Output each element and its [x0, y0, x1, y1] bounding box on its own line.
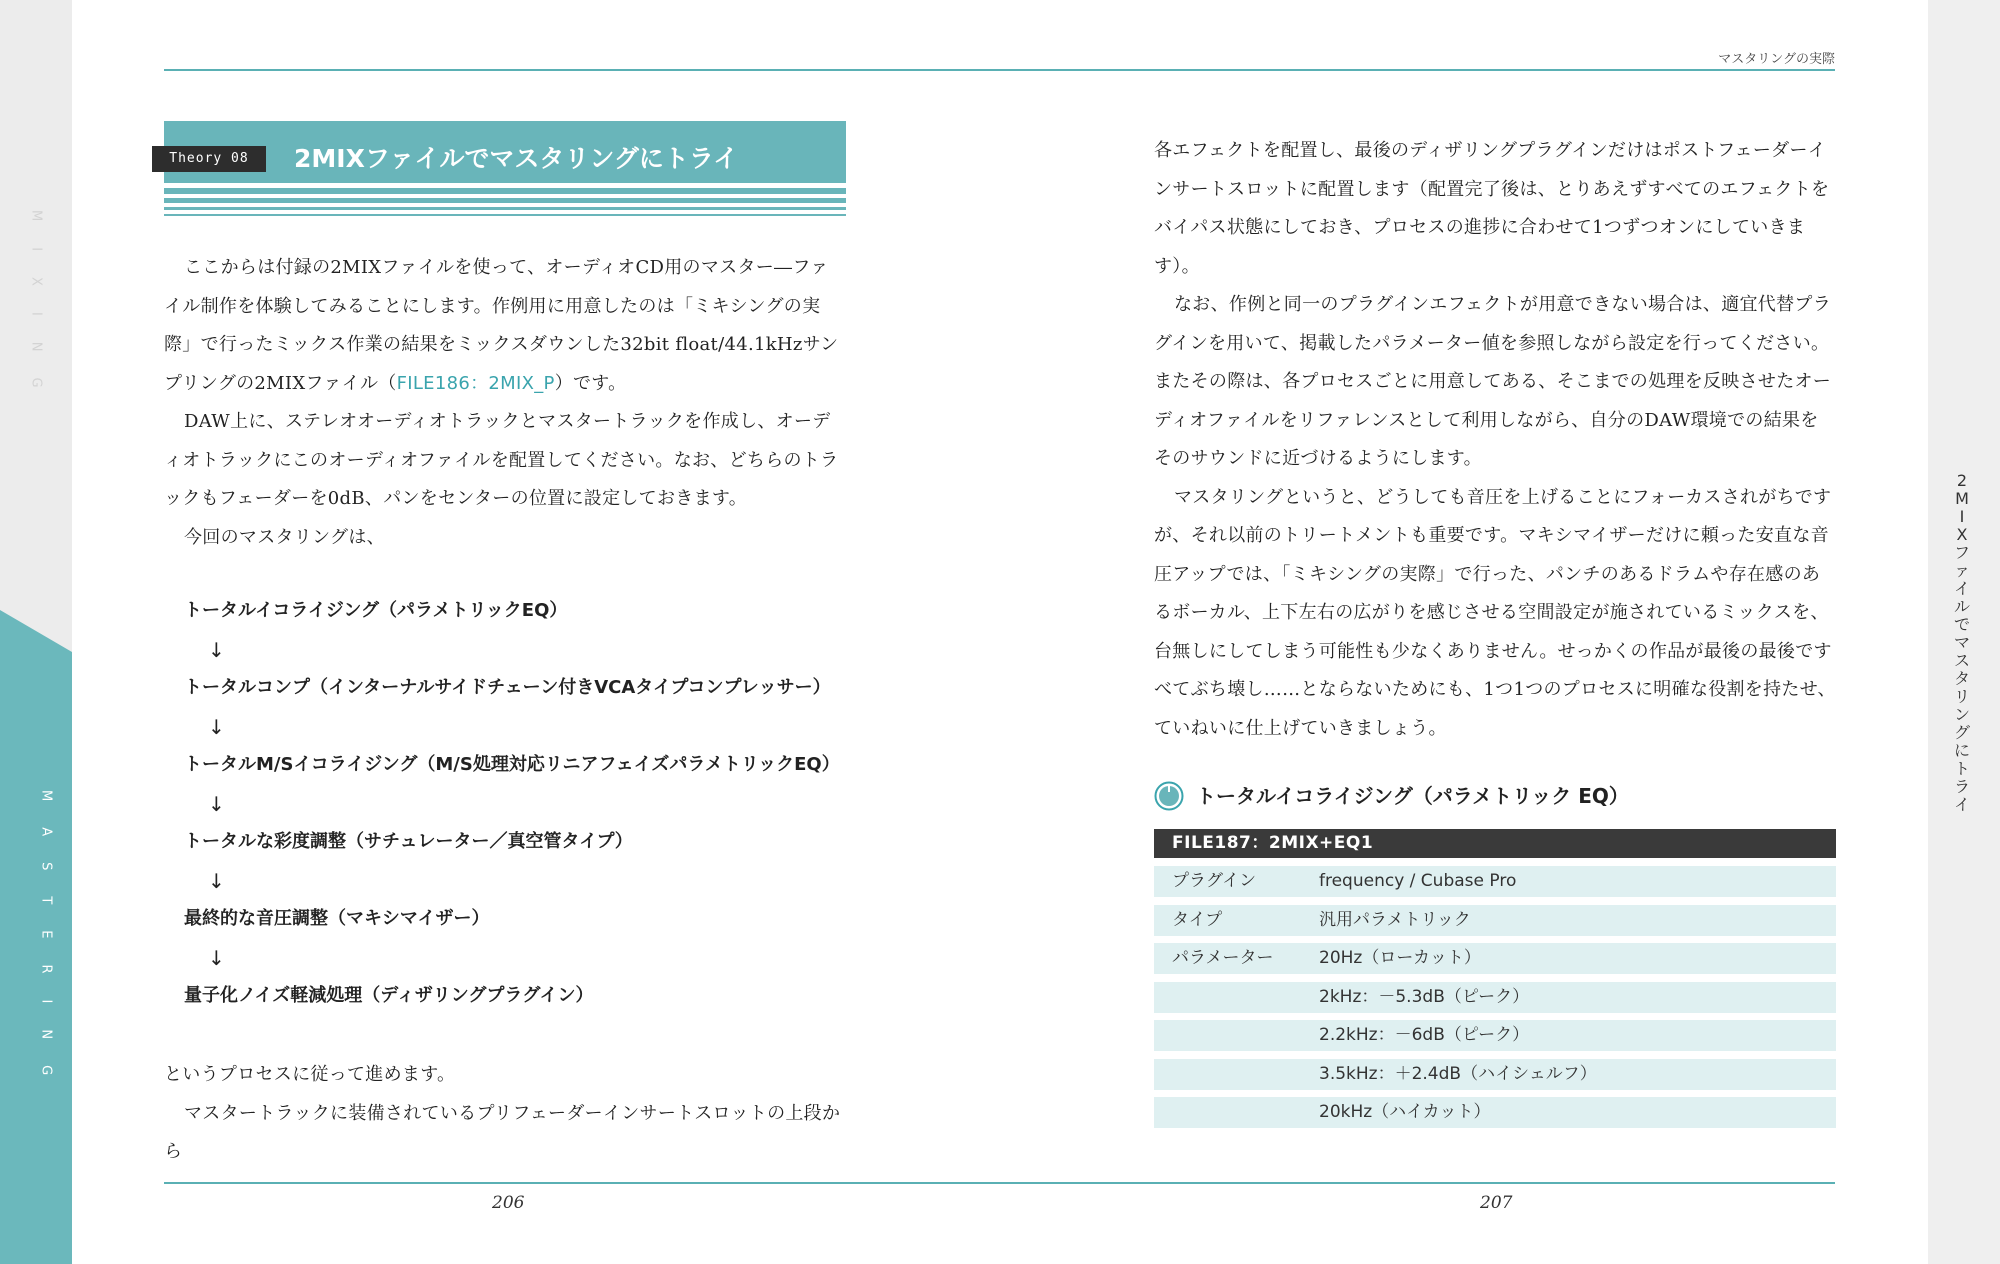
- process-step: トータルM/Sイコライジング（M/S処理対応リニアフェイズパラメトリックEQ）: [184, 754, 840, 775]
- paragraph: なお、作例と同一のプラグインエフェクトが用意できない場合は、適宜代替プラグインを用いて、掲載したパラメーター値を参照しながら設定を行ってください。またその際は、各プロセスごとに用意してある、そこまでの処理を反映させたオーディオファイルをリファレンスとして利用しながら、自分のDAW環境での結果をそのサウンドに近づけるようにします。: [1154, 294, 1832, 469]
- paragraph: マスタートラックに装備されているプリフェーダーインサートスロットの上段から: [164, 1102, 841, 1162]
- down-arrow-icon: ↓: [208, 945, 225, 970]
- param-name: プラグイン: [1172, 871, 1257, 891]
- paragraph: ここからは付録の2MIXファイルを使って、オーディオCD用のマスター―ファイル制作を体験してみることにします。作例用に用意したのは「ミキシングの実際」で行ったミックス作業の結果をミックスダウンした32bit float/44.1kHzサンプリングの2MIXファイル（FILE186：2MIX_P）です。: [164, 257, 839, 394]
- page-number-left: 206: [492, 1193, 525, 1213]
- table-row: [1154, 982, 1836, 1013]
- table-header: FILE187：2MIX+EQ1: [1154, 829, 1836, 858]
- table-row: [1154, 1059, 1836, 1090]
- running-head: マスタリングの実際: [1718, 52, 1835, 67]
- down-arrow-icon: ↓: [208, 791, 225, 816]
- theory-tag: Theory 08: [152, 146, 266, 172]
- banner-stripe: [164, 207, 846, 210]
- side-label-mastering: MASTERING: [38, 790, 54, 1102]
- knob-icon: [1154, 781, 1184, 811]
- param-value: 2.2kHz：－6dB（ピーク）: [1319, 1025, 1530, 1045]
- subsection-title: トータルイコライジング（パラメトリック EQ）: [1196, 784, 1629, 808]
- right-body-text: [1154, 132, 1836, 748]
- process-list: [184, 592, 864, 1016]
- paragraph: というプロセスに従って進めます。: [164, 1064, 456, 1085]
- banner-stripe: [164, 198, 846, 203]
- down-arrow-icon: ↓: [208, 637, 225, 662]
- side-label-chapter-title: 2 M I X フ ァ イ ル で マ ス タ リ ン グ に ト ラ イ: [1953, 471, 1970, 814]
- paragraph: 各エフェクトを配置し、最後のディザリングプラグインだけはポストフェーダーインサートスロットに配置します（配置完了後は、とりあえずすべてのエフェクトをバイパス状態にしておき、プロセスの進捗に合わせて1つずつオンにしていきます）。: [1154, 140, 1830, 277]
- table-row: [1154, 1097, 1836, 1128]
- down-arrow-icon: ↓: [208, 868, 225, 893]
- param-value: 2kHz：－5.3dB（ピーク）: [1319, 986, 1530, 1007]
- paragraph: マスタリングというと、どうしても音圧を上げることにフォーカスされがちですが、それ以前のトリートメントも重要です。マキシマイザーだけに頼った安直な音圧アップでは、「ミキシングの実際」で行った、パンチのあるドラムや存在感のあるボーカル、上下左右の広がりを感じさせる空間設定が施されているミックスを、台無しにしてしまう可能性も少なくありません。せっかくの作品が最後の最後ですべてぶち壊し……とならないためにも、1つ1つのプロセスに明確な役割を持たせ、ていねいに仕上げていきましょう。: [1154, 486, 1836, 739]
- banner-stripe: [164, 188, 846, 194]
- paragraph: 今回のマスタリングは、: [184, 526, 385, 548]
- parameter-table: [1154, 829, 1836, 1136]
- side-label-mixing: MIXING: [28, 210, 44, 414]
- process-step: トータルイコライジング（パラメトリックEQ）: [184, 600, 568, 621]
- page-number-right: 207: [1480, 1193, 1513, 1213]
- paragraph: DAW上に、ステレオオーディオトラックとマスタートラックを作成し、オーディオトラックにこのオーディオファイルを配置してください。なお、どちらのトラックもフェーダーを0dB、パンをセンターの位置に設定しておきます。: [164, 411, 839, 509]
- left-teal-band: [0, 610, 72, 1264]
- param-value: 3.5kHz：＋2.4dB（ハイシェルフ）: [1319, 1063, 1597, 1084]
- section-title: 2MIXファイルでマスタリングにトライ: [294, 144, 739, 173]
- down-arrow-icon: ↓: [208, 714, 225, 739]
- banner-stripe: [164, 214, 846, 216]
- table-row: [1154, 905, 1836, 936]
- param-name: タイプ: [1172, 909, 1223, 930]
- footer-rule: [164, 1182, 1835, 1184]
- process-step: トータルな彩度調整（サチュレーター／真空管タイプ）: [184, 831, 633, 852]
- table-row: [1154, 1020, 1836, 1051]
- table-row: [1154, 866, 1836, 897]
- file-reference-link: FILE186：2MIX_P: [396, 372, 555, 394]
- left-intro-text: [164, 249, 846, 557]
- table-row: [1154, 943, 1836, 974]
- param-name: パラメーター: [1172, 948, 1274, 968]
- header-rule: [164, 69, 1835, 71]
- param-value: frequency / Cubase Pro: [1319, 871, 1517, 891]
- process-step: 量子化ノイズ軽減処理（ディザリングプラグイン）: [184, 985, 594, 1006]
- process-step: 最終的な音圧調整（マキシマイザー）: [184, 908, 490, 929]
- param-value: 20kHz（ハイカット）: [1319, 1102, 1491, 1122]
- param-value: 20Hz（ローカット）: [1319, 948, 1481, 968]
- process-step: トータルコンプ（インターナルサイドチェーン付きVCAタイプコンプレッサー）: [184, 677, 831, 698]
- param-value: 汎用パラメトリック: [1319, 909, 1471, 930]
- left-closing-text: [164, 1056, 846, 1172]
